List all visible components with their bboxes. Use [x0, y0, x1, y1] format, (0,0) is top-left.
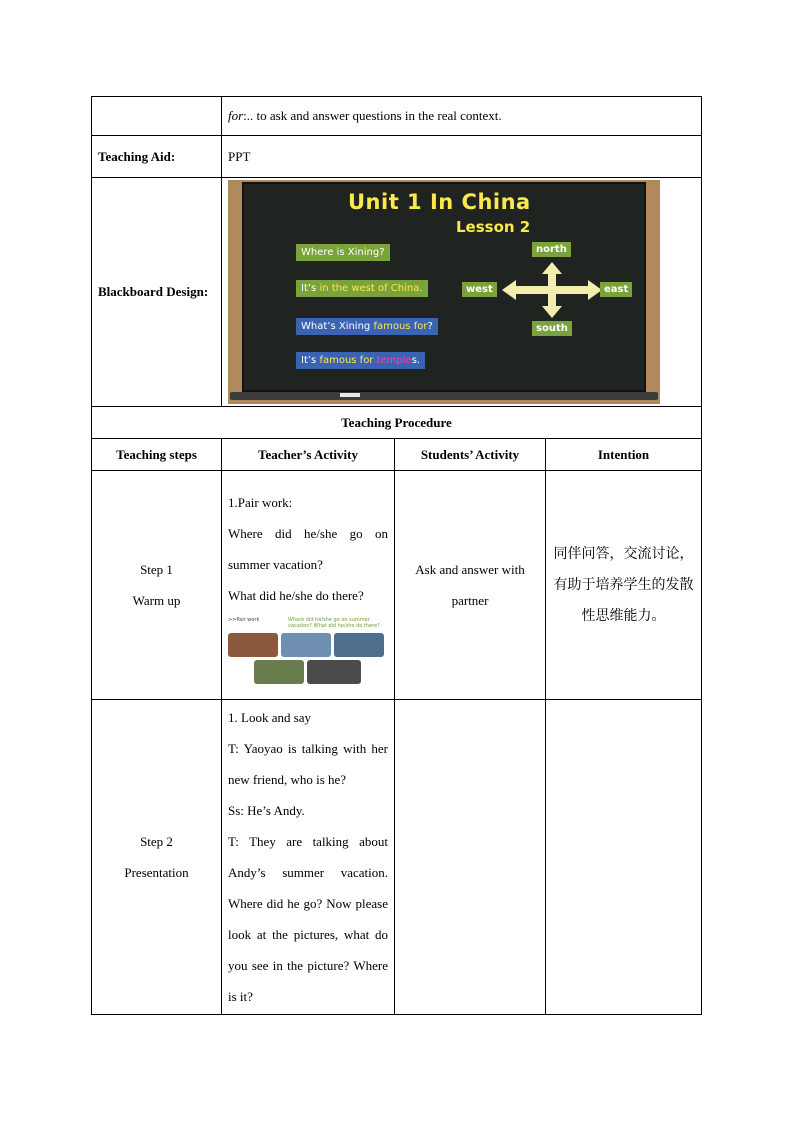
- step1-sub: Warm up: [132, 593, 181, 608]
- photo-lake: [334, 633, 384, 657]
- step2-teacher-cell: [222, 700, 395, 1015]
- board-south: south: [532, 321, 572, 336]
- chalk: [340, 393, 360, 397]
- empty-label-cell: [92, 97, 222, 136]
- step2-t2: T: Yaoyao is talking with her new friend, who is he?: [228, 741, 388, 787]
- photo-city: [281, 633, 331, 657]
- board-ledge: [230, 392, 658, 400]
- board-north: north: [532, 242, 571, 257]
- step2-name: Step 2: [140, 834, 173, 849]
- pair-work-pictures: [228, 633, 384, 684]
- step1-intention: 同伴问答，交流讨论，有助于培养学生的发散性思维能力。: [546, 471, 702, 700]
- blackboard-label: Blackboard Design:: [92, 178, 222, 407]
- mini-slide-left: >>Pair work: [228, 616, 260, 623]
- step2-intention: [546, 700, 702, 1015]
- header-students: Students’ Activity: [395, 439, 546, 471]
- header-intention: Intention: [546, 439, 702, 471]
- board-answer-1: It’s in the west of China.: [296, 280, 428, 297]
- step2-t3: Ss: He’s Andy.: [228, 803, 305, 818]
- board-west: west: [462, 282, 497, 297]
- step2-students: [395, 700, 546, 1015]
- header-teacher: Teacher’s Activity: [222, 439, 395, 471]
- mini-slide-header: [228, 617, 388, 629]
- compass-arrow-icon: [502, 262, 602, 318]
- step1-name: Step 1: [140, 562, 173, 577]
- board-east: east: [600, 282, 632, 297]
- step2-t4: T: They are talking about Andy’s summer vacation. Where did he go? Now please look at the pictures, what do you see in the picture? Where is it?: [228, 834, 388, 1004]
- step1-students: Ask and answer with partner: [395, 471, 546, 700]
- photo-village: [254, 660, 304, 684]
- blackboard-cell: [222, 178, 702, 407]
- step1-teacher-cell: [222, 471, 395, 700]
- teaching-aid-label: Teaching Aid:: [92, 136, 222, 178]
- photo-food: [228, 633, 278, 657]
- board-question-1: Where is Xining?: [296, 244, 390, 261]
- step2-sub: Presentation: [124, 865, 189, 880]
- step1-t2: Where did he/she go on summer vacation?: [228, 525, 388, 572]
- photo-warriors: [307, 660, 361, 684]
- lesson-plan-page: [91, 96, 701, 1015]
- board-question-2: What’s Xining famous for?: [296, 318, 438, 335]
- board-subtitle: Lesson 2: [456, 218, 531, 236]
- board-title: Unit 1 In China: [348, 190, 531, 214]
- lesson-plan-table: [91, 96, 702, 1015]
- step2-t1: 1. Look and say: [228, 710, 312, 725]
- blackboard-image: [228, 180, 660, 404]
- step1-t3: What did he/she do there?: [228, 587, 364, 603]
- procedure-title: Teaching Procedure: [92, 407, 702, 439]
- header-steps: Teaching steps: [92, 439, 222, 471]
- step1-cell: [92, 471, 222, 700]
- board-answer-2: It’s famous for temples.: [296, 352, 425, 369]
- mini-slide-right: Where did he/she go on summer vacation? What did he/she do there?: [288, 616, 380, 629]
- teaching-aid-value: PPT: [222, 136, 702, 178]
- step1-t1: 1.Pair work:: [228, 494, 293, 510]
- intro-text: for:.. to ask and answer questions in the real context.: [222, 97, 702, 136]
- step2-cell: [92, 700, 222, 1015]
